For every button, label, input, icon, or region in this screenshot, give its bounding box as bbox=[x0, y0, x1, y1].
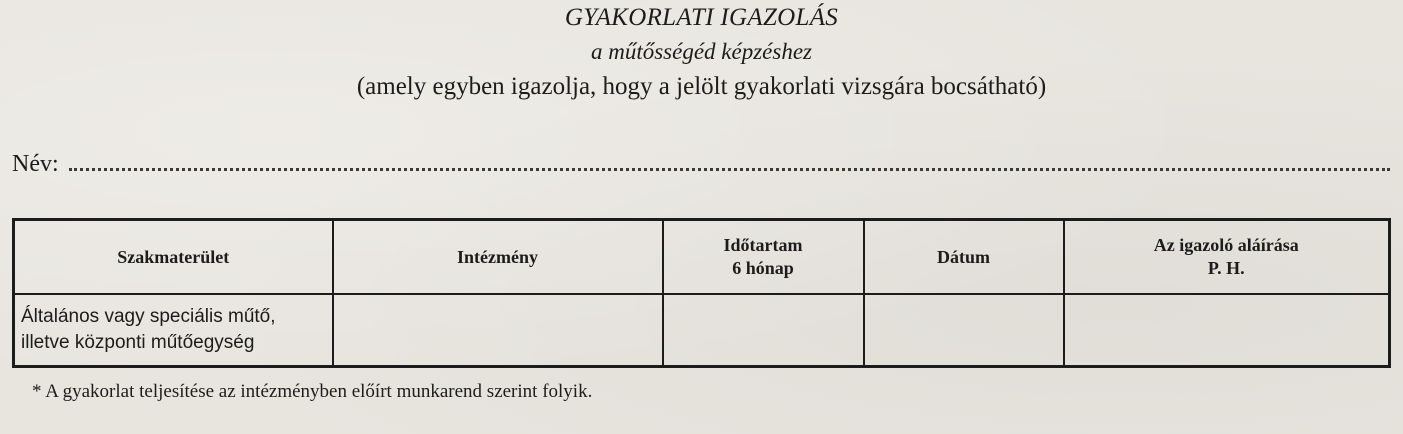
name-field[interactable] bbox=[69, 148, 1390, 171]
header-date bbox=[864, 220, 1064, 295]
table-row bbox=[14, 294, 1390, 367]
header-signature-label: Az igazoló aláírása bbox=[1153, 235, 1299, 255]
cell-institution[interactable] bbox=[333, 294, 663, 367]
practice-table-wrapper bbox=[12, 218, 1388, 368]
header-specialty-label: Szakmaterület bbox=[117, 246, 230, 267]
header-duration-value: 6 hónap bbox=[732, 258, 794, 278]
cell-date[interactable] bbox=[864, 294, 1064, 367]
table-header-row bbox=[14, 220, 1390, 295]
document-title: GYAKORLATI IGAZOLÁS bbox=[564, 4, 839, 31]
cell-specialty bbox=[14, 294, 333, 367]
name-row bbox=[12, 142, 1390, 178]
header-date-label: Dátum bbox=[937, 246, 990, 267]
practice-table bbox=[12, 218, 1391, 368]
header-duration-label: Időtartam bbox=[723, 235, 803, 255]
header-institution bbox=[333, 220, 663, 295]
header-signature bbox=[1064, 220, 1390, 295]
header-stamp-label: P. H. bbox=[1207, 258, 1245, 278]
header-institution-label: Intézmény bbox=[457, 246, 538, 267]
cell-signature[interactable] bbox=[1064, 294, 1390, 367]
header-duration bbox=[663, 220, 864, 295]
document-subtitle: a műtősségéd képzéshez bbox=[590, 39, 812, 64]
header-specialty bbox=[14, 220, 333, 295]
footnote: * A gyakorlat teljesítése az intézményben előírt munkarend szerint folyik. bbox=[32, 381, 593, 402]
name-label: Név: bbox=[12, 151, 59, 177]
cell-specialty-line2: illetve központi műtőegység bbox=[21, 332, 255, 353]
cell-specialty-line1: Általános vagy speciális műtő, bbox=[21, 306, 276, 327]
cell-duration[interactable] bbox=[663, 294, 864, 367]
document-note: (amely egyben igazolja, hogy a jelölt gyakorlati vizsgára bocsátható) bbox=[356, 73, 1047, 100]
